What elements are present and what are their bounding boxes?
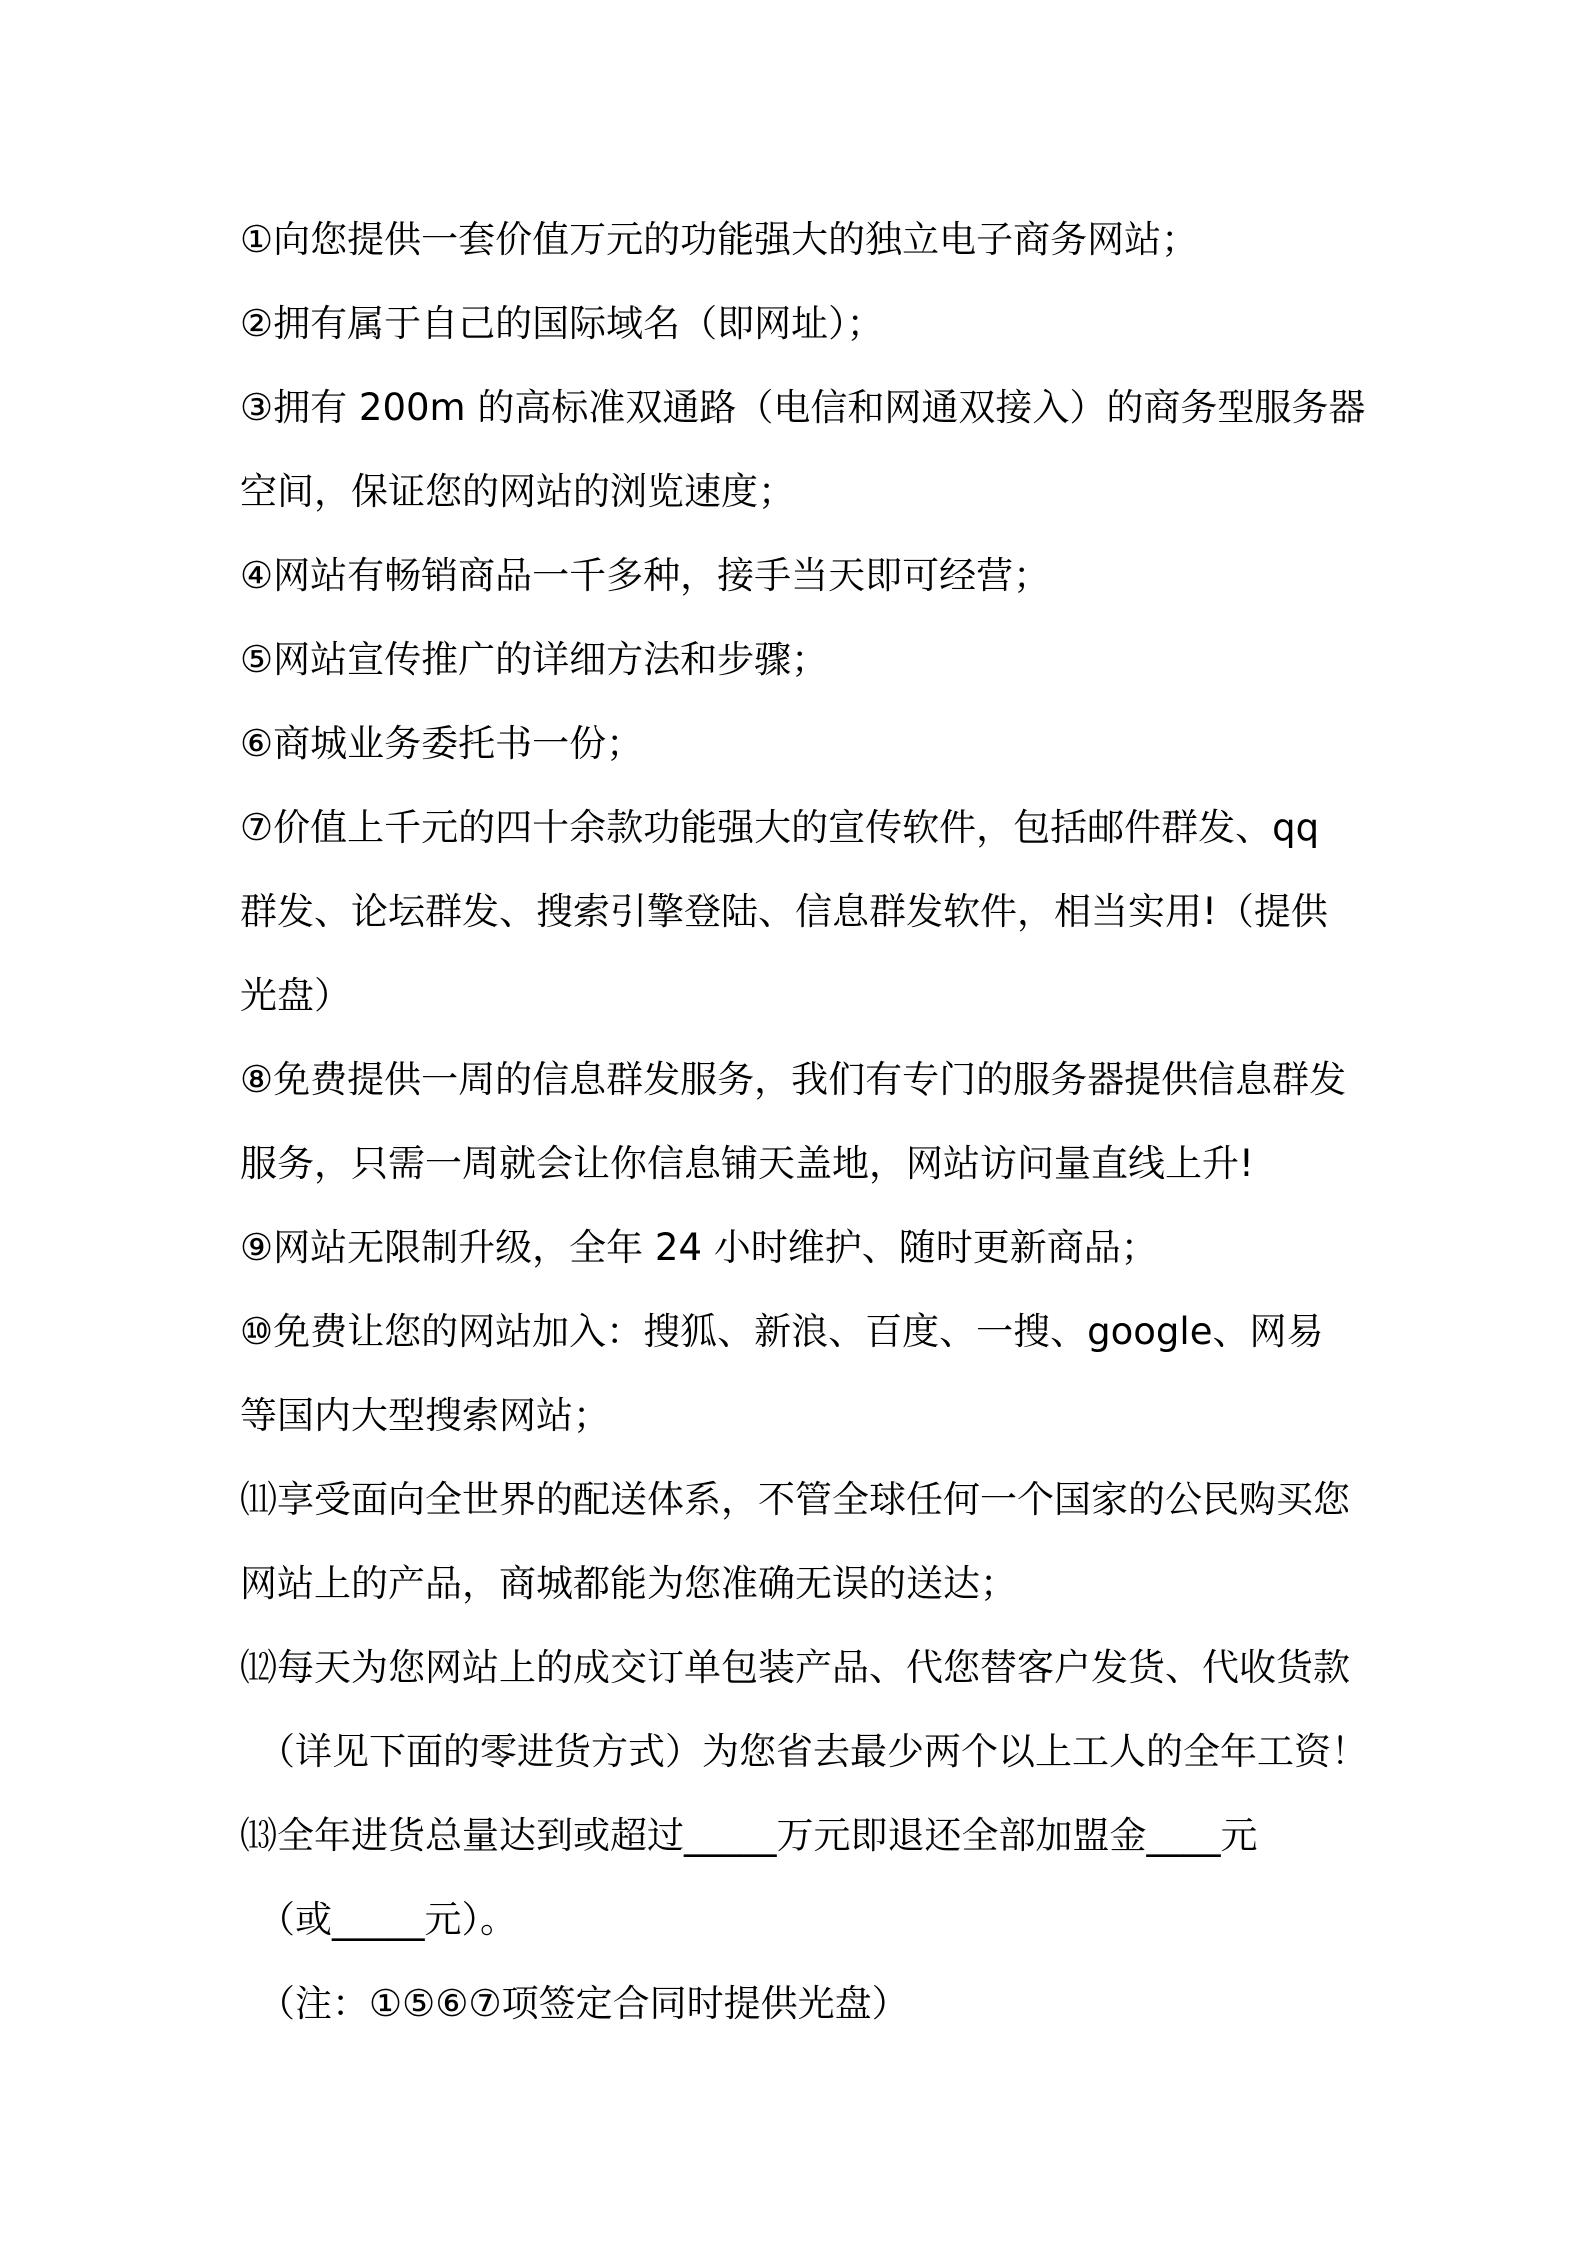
text-line: ⒀全年进货总量达到或超过_____万元即退还全部加盟金____元 [240,1814,1258,1857]
text-line: ⑾享受面向全世界的配送体系，不管全球任何一个国家的公民购买您 [240,1478,1350,1521]
text-line: （或_____元）。 [258,1898,517,1941]
text-line: 服务，只需一周就会让你信息铺天盖地，网站访问量直线上升! [240,1142,1254,1185]
text-line: ⑦价值上千元的四十余款功能强大的宣传软件，包括邮件群发、qq [240,806,1320,849]
text-line: 网站上的产品，商城都能为您准确无误的送达； [240,1562,1017,1605]
text-line: ⑤网站宣传推广的详细方法和步骤； [240,638,829,681]
text-line: ⑧免费提供一周的信息群发服务，我们有专门的服务器提供信息群发 [240,1058,1347,1101]
text-line: 等国内大型搜索网站； [240,1394,610,1437]
text-line: ⑥商城业务委托书一份； [240,722,644,765]
text-line: ①向您提供一套价值万元的功能强大的独立电子商务网站； [240,218,1199,261]
text-line: （注：①⑤⑥⑦项签定合同时提供光盘） [258,1982,909,2025]
text-line: 群发、论坛群发、搜索引擎登陆、信息群发软件，相当实用!（提供 [240,890,1328,933]
document-body [240,198,1368,2046]
text-line: ⑩免费让您的网站加入：搜狐、新浪、百度、一搜、google、网易 [240,1310,1324,1353]
text-line: ②拥有属于自己的国际域名（即网址）； [240,302,884,345]
text-line: ⑿每天为您网站上的成交订单包装产品、代您替客户发货、代收货款 [240,1646,1350,1689]
text-line: ③拥有 200m 的高标准双通路（电信和网通双接入）的商务型服务器 [240,386,1366,429]
text-line: ⑨网站无限制升级，全年 24 小时维护、随时更新商品； [240,1226,1158,1269]
text-line: （详见下面的零进货方式）为您省去最少两个以上工人的全年工资！ [258,1730,1368,1773]
text-line: 空间，保证您的网站的浏览速度； [240,470,795,513]
text-line: ④网站有畅销商品一千多种，接手当天即可经营； [240,554,1051,597]
text-line: 光盘） [240,974,351,1017]
